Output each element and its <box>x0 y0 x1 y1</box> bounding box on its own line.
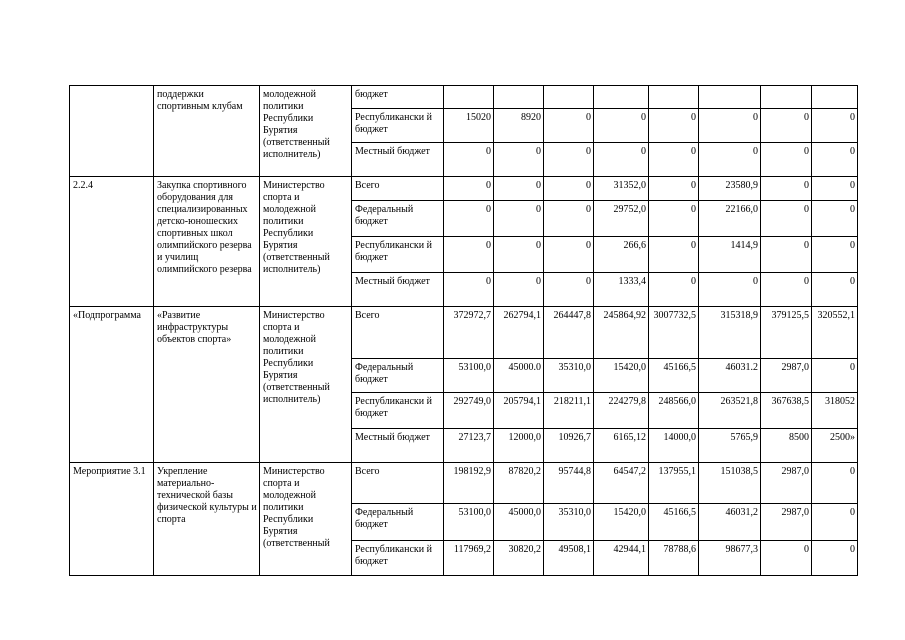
row-name-cell: поддержки спортивным клубам <box>154 86 260 177</box>
funding-source-cell: Местный бюджет <box>352 273 444 307</box>
amount-cell: 0 <box>444 143 494 177</box>
amount-cell <box>812 86 858 109</box>
amount-cell: 0 <box>544 273 594 307</box>
amount-cell: 45166,5 <box>649 359 699 393</box>
funding-source-cell: Федеральный бюджет <box>352 359 444 393</box>
amount-cell: 0 <box>649 143 699 177</box>
amount-cell: 224279,8 <box>594 393 649 429</box>
amount-cell: 248566,0 <box>649 393 699 429</box>
amount-cell: 1414,9 <box>699 237 761 273</box>
amount-cell: 0 <box>494 177 544 201</box>
amount-cell: 15020 <box>444 109 494 143</box>
amount-cell: 0 <box>812 177 858 201</box>
amount-cell: 151038,5 <box>699 463 761 504</box>
row-code-cell: «Подпрограмма <box>70 307 154 463</box>
row-name-cell: Закупка спортивного оборудования для специализированных детско-юношеских спортивных школ олимпийского резерва и училищ олимпийского резерва <box>154 177 260 307</box>
amount-cell <box>494 86 544 109</box>
amount-cell: 15420,0 <box>594 504 649 541</box>
amount-cell: 2987,0 <box>761 504 812 541</box>
amount-cell: 0 <box>761 237 812 273</box>
amount-cell <box>649 86 699 109</box>
amount-cell: 45166,5 <box>649 504 699 541</box>
amount-cell: 0 <box>444 201 494 237</box>
amount-cell: 0 <box>594 143 649 177</box>
amount-cell <box>699 86 761 109</box>
amount-cell: 87820,2 <box>494 463 544 504</box>
row-name-cell: «Развитие инфраструктуры объектов спорта» <box>154 307 260 463</box>
amount-cell: 0 <box>494 201 544 237</box>
amount-cell: 0 <box>812 109 858 143</box>
amount-cell: 0 <box>649 109 699 143</box>
amount-cell: 0 <box>812 463 858 504</box>
amount-cell: 0 <box>761 201 812 237</box>
funding-source-cell: Местный бюджет <box>352 143 444 177</box>
amount-cell: 53100,0 <box>444 504 494 541</box>
row-code-cell: Мероприятие 3.1 <box>70 463 154 576</box>
funding-source-cell: Всего <box>352 307 444 359</box>
row-executor-cell: Министерство спорта и молодежной политики Республики Бурятия (ответственный исполнитель) <box>260 177 352 307</box>
amount-cell: 53100,0 <box>444 359 494 393</box>
amount-cell: 0 <box>812 273 858 307</box>
amount-cell: 0 <box>812 237 858 273</box>
amount-cell: 95744,8 <box>544 463 594 504</box>
amount-cell: 23580,9 <box>699 177 761 201</box>
amount-cell: 22166,0 <box>699 201 761 237</box>
amount-cell <box>594 86 649 109</box>
amount-cell: 8500 <box>761 429 812 463</box>
amount-cell: 0 <box>812 541 858 576</box>
amount-cell: 0 <box>812 143 858 177</box>
amount-cell: 8920 <box>494 109 544 143</box>
amount-cell: 35310,0 <box>544 359 594 393</box>
amount-cell: 320552,1 <box>812 307 858 359</box>
funding-source-cell: бюджет <box>352 86 444 109</box>
funding-source-cell: Республикански й бюджет <box>352 109 444 143</box>
amount-cell: 0 <box>544 201 594 237</box>
row-executor-cell: Министерство спорта и молодежной политики Республики Бурятия (ответственный исполнитель) <box>260 307 352 463</box>
table-row <box>70 177 858 201</box>
amount-cell: 0 <box>812 504 858 541</box>
amount-cell: 0 <box>544 237 594 273</box>
amount-cell: 64547,2 <box>594 463 649 504</box>
amount-cell: 198192,9 <box>444 463 494 504</box>
amount-cell: 315318,9 <box>699 307 761 359</box>
amount-cell: 15420,0 <box>594 359 649 393</box>
amount-cell: 3007732,5 <box>649 307 699 359</box>
amount-cell: 0 <box>649 237 699 273</box>
amount-cell: 0 <box>761 109 812 143</box>
amount-cell: 292749,0 <box>444 393 494 429</box>
amount-cell: 2500» <box>812 429 858 463</box>
amount-cell: 0 <box>444 273 494 307</box>
amount-cell: 0 <box>761 143 812 177</box>
amount-cell: 0 <box>699 143 761 177</box>
budget-table <box>69 85 858 576</box>
amount-cell: 0 <box>761 177 812 201</box>
amount-cell: 205794,1 <box>494 393 544 429</box>
amount-cell: 245864,92 <box>594 307 649 359</box>
row-executor-cell: молодежной политики Республики Бурятия (ответственный исполнитель) <box>260 86 352 177</box>
amount-cell <box>544 86 594 109</box>
row-code-cell: 2.2.4 <box>70 177 154 307</box>
amount-cell: 0 <box>544 143 594 177</box>
amount-cell: 262794,1 <box>494 307 544 359</box>
amount-cell: 46031,2 <box>699 504 761 541</box>
amount-cell: 5765,9 <box>699 429 761 463</box>
amount-cell: 0 <box>761 273 812 307</box>
amount-cell: 0 <box>699 273 761 307</box>
amount-cell: 372972,7 <box>444 307 494 359</box>
amount-cell: 10926,7 <box>544 429 594 463</box>
budget-table-body <box>70 86 858 576</box>
amount-cell: 218211,1 <box>544 393 594 429</box>
amount-cell: 0 <box>494 237 544 273</box>
amount-cell: 35310,0 <box>544 504 594 541</box>
amount-cell: 0 <box>812 201 858 237</box>
row-executor-cell: Министерство спорта и молодежной политики Республики Бурятия (ответственный <box>260 463 352 576</box>
amount-cell: 0 <box>699 109 761 143</box>
table-row <box>70 307 858 359</box>
amount-cell: 0 <box>544 177 594 201</box>
amount-cell: 264447,8 <box>544 307 594 359</box>
funding-source-cell: Местный бюджет <box>352 429 444 463</box>
amount-cell: 2987,0 <box>761 463 812 504</box>
amount-cell: 0 <box>649 273 699 307</box>
funding-source-cell: Республикански й бюджет <box>352 541 444 576</box>
table-row <box>70 463 858 504</box>
amount-cell: 31352,0 <box>594 177 649 201</box>
amount-cell: 45000.0 <box>494 359 544 393</box>
funding-source-cell: Федеральный бюджет <box>352 201 444 237</box>
funding-source-cell: Республикански й бюджет <box>352 237 444 273</box>
amount-cell <box>761 86 812 109</box>
row-code-cell <box>70 86 154 177</box>
amount-cell: 49508,1 <box>544 541 594 576</box>
amount-cell: 367638,5 <box>761 393 812 429</box>
amount-cell: 27123,7 <box>444 429 494 463</box>
amount-cell: 6165,12 <box>594 429 649 463</box>
funding-source-cell: Всего <box>352 463 444 504</box>
funding-source-cell: Всего <box>352 177 444 201</box>
amount-cell: 0 <box>494 273 544 307</box>
amount-cell: 379125,5 <box>761 307 812 359</box>
amount-cell: 0 <box>812 359 858 393</box>
amount-cell: 137955,1 <box>649 463 699 504</box>
amount-cell: 1333,4 <box>594 273 649 307</box>
amount-cell: 318052 <box>812 393 858 429</box>
amount-cell: 117969,2 <box>444 541 494 576</box>
amount-cell: 42944,1 <box>594 541 649 576</box>
amount-cell: 0 <box>544 109 594 143</box>
amount-cell: 0 <box>494 143 544 177</box>
table-row <box>70 86 858 109</box>
row-name-cell: Укрепление материально-технической базы физической культуры и спорта <box>154 463 260 576</box>
amount-cell: 0 <box>444 177 494 201</box>
funding-source-cell: Федеральный бюджет <box>352 504 444 541</box>
amount-cell: 30820,2 <box>494 541 544 576</box>
amount-cell: 0 <box>649 201 699 237</box>
amount-cell: 29752,0 <box>594 201 649 237</box>
amount-cell <box>444 86 494 109</box>
amount-cell: 14000,0 <box>649 429 699 463</box>
amount-cell: 46031.2 <box>699 359 761 393</box>
amount-cell: 0 <box>444 237 494 273</box>
amount-cell: 0 <box>649 177 699 201</box>
amount-cell: 263521,8 <box>699 393 761 429</box>
amount-cell: 2987,0 <box>761 359 812 393</box>
funding-source-cell: Республикански й бюджет <box>352 393 444 429</box>
amount-cell: 12000,0 <box>494 429 544 463</box>
amount-cell: 45000,0 <box>494 504 544 541</box>
amount-cell: 0 <box>761 541 812 576</box>
amount-cell: 98677,3 <box>699 541 761 576</box>
amount-cell: 266,6 <box>594 237 649 273</box>
amount-cell: 0 <box>594 109 649 143</box>
amount-cell: 78788,6 <box>649 541 699 576</box>
